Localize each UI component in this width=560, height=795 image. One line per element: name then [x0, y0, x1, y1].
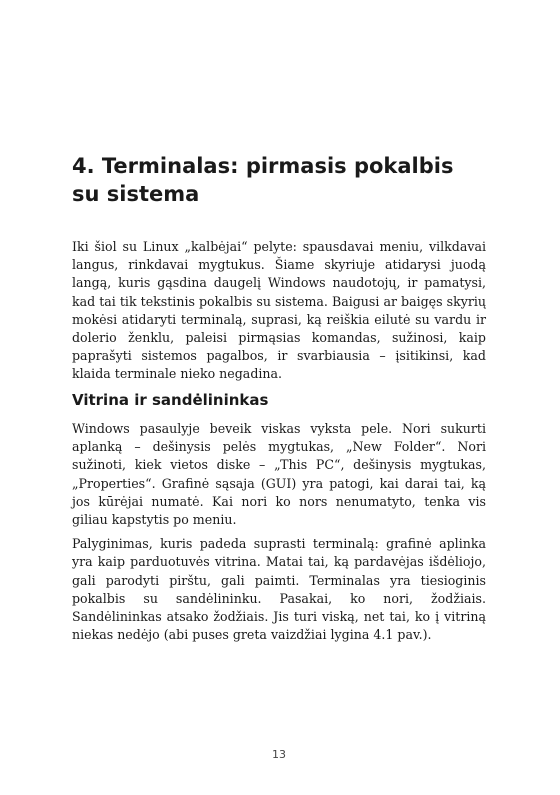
- section-title: Vitrina ir sandėlininkas: [72, 391, 269, 409]
- book-page: [72, 0, 486, 795]
- section-paragraph: Palyginimas, kuris padeda suprasti terminalą: grafinė aplinka yra kaip parduotuvės vitrina. Matai tai, ką pardavėjas išdėliojo, gali parodyti pirštu, gali paimti. Terminalas yra tiesioginis pokalbis su sandėlininku. Pasakai, ko nori, žodžiais. Sandėlininkas atsako žodžiais. Jis turi viską, net tai, ko į vitriną niekas nedėjo (abi puses greta vaizdžiai lygina 4.1 pav.).: [72, 536, 486, 643]
- section-paragraph: Windows pasaulyje beveik viskas vyksta pele. Nori sukurti aplanką – dešinysis pelės mygtukas, „New Folder“. Nori sužinoti, kiek vietos diske – „This PC“, dešinysis mygtukas, „Properties“. Grafinė sąsaja (GUI) yra patogi, kai darai tai, ką jos kūrėjai numatė. Kai nori ko nors nenumatyto, tenka vis giliau kapstytis po meniu.: [72, 421, 486, 528]
- chapter-title: 4. Terminalas: pirmasis pokalbis su sistema: [72, 154, 454, 206]
- section-body: [72, 420, 486, 650]
- page-number: 13: [272, 748, 286, 761]
- chapter-intro-paragraph: Iki šiol su Linux „kalbėjai“ pelyte: spausdavai meniu, vilkdavai langus, rinkdavai mygtukus. Šiame skyriuje atidarysi juodą langą, kuris gąsdina daugelį Windows naudotojų, ir pamatysi, kad tai tik tekstinis pokalbis su sistema. Baigusi ar baigęs skyrių mokėsi atidaryti terminalą, suprasi, ką reiškia eilutė su vardu ir dolerio ženklu, paleisi pirmąsias komandas, sužinosi, kaip paprašyti sistemos pagalbos, ir svarbiausia – įsitikinsi, kad klaida terminale nieko negadina.: [72, 239, 486, 382]
